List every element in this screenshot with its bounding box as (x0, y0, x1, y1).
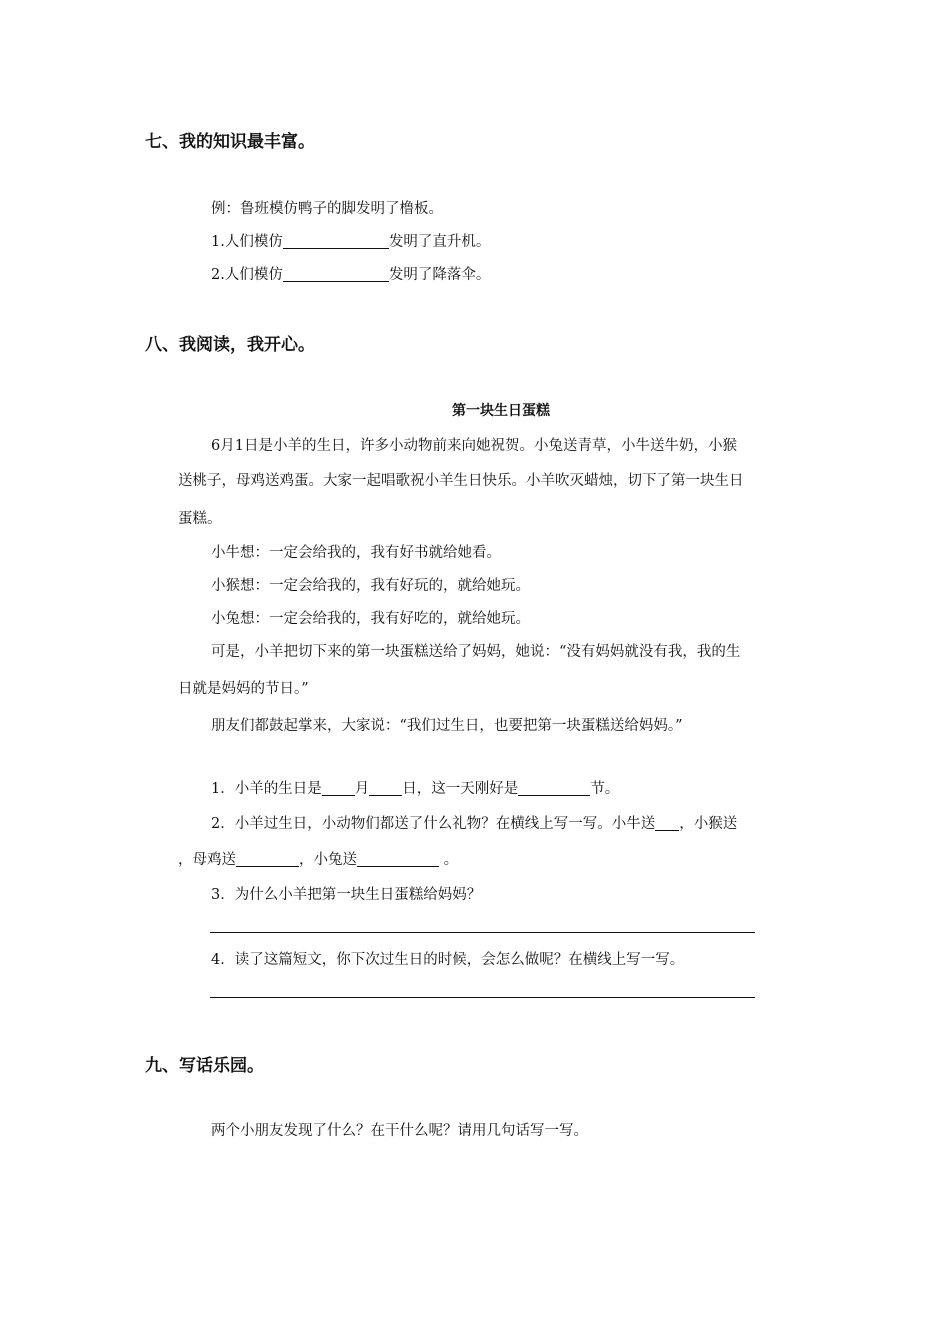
story-paragraph-1-line-3: 蛋糕。 (178, 511, 222, 527)
story-paragraph-3: 小猴想：一定会给我的，我有好玩的，就给她玩。 (211, 578, 530, 594)
question-8-2-text-c: ，母鸡送 (178, 852, 236, 868)
question-7-2-prefix: 2.人们模仿 (211, 267, 283, 283)
question-7-2-suffix: 发明了降落伞。 (388, 267, 491, 283)
story-paragraph-6: 朋友们都鼓起掌来，大家说：“我们过生日，也要把第一块蛋糕送给妈妈。” (211, 718, 683, 734)
question-8-1-text-d: 节。 (590, 781, 620, 797)
question-8-2-text-e: 。 (439, 852, 459, 868)
question-7-1-prefix: 1.人们模仿 (211, 234, 283, 250)
question-8-1-text-a: 1．小羊的生日是 (211, 781, 322, 797)
story-paragraph-4: 小兔想：一定会给我的，我有好吃的，就给她玩。 (211, 611, 530, 627)
question-8-2-line-1 (211, 812, 737, 833)
question-8-3: 3．为什么小羊把第一块生日蛋糕给妈妈？ (211, 887, 482, 903)
story-paragraph-1-line-2: 送桃子，母鸡送鸡蛋。大家一起唱歌祝小羊生日快乐。小羊吹灭蜡烛，切下了第一块生日 (178, 473, 744, 489)
answer-blank[interactable] (283, 267, 389, 283)
answer-blank-month[interactable] (322, 781, 355, 797)
writing-prompt: 两个小朋友发现了什么？在干什么呢？请用几句话写一写。 (211, 1123, 588, 1139)
question-8-1-text-b: 月 (354, 781, 370, 797)
section-9-heading: 九、写话乐园。 (145, 1056, 264, 1076)
answer-line-q4[interactable] (210, 997, 755, 998)
question-7-2 (211, 263, 490, 284)
question-8-2-text-d: ，小兔送 (299, 852, 357, 868)
question-8-2-text-b: ，小猴送 (679, 816, 738, 832)
answer-blank-day[interactable] (369, 781, 402, 797)
example-sentence: 例：鲁班模仿鸭子的脚发明了橹板。 (211, 201, 443, 217)
answer-blank-rabbit[interactable] (357, 852, 439, 868)
story-paragraph-2: 小牛想：一定会给我的，我有好书就给她看。 (211, 545, 501, 561)
answer-line-q3[interactable] (210, 932, 755, 933)
answer-blank-hen[interactable] (236, 852, 299, 868)
question-8-2-line-2 (178, 848, 458, 869)
story-paragraph-5-line-1: 可是，小羊把切下来的第一块蛋糕送给了妈妈，她说：“没有妈妈就没有我，我的生 (211, 644, 741, 660)
answer-blank[interactable] (283, 234, 389, 250)
section-7-heading: 七、我的知识最丰富。 (145, 132, 315, 152)
answer-blank-festival[interactable] (518, 781, 590, 797)
question-8-2-text-a: 2．小羊过生日，小动物们都送了什么礼物？在横线上写一写。小牛送 (211, 816, 656, 832)
story-paragraph-1-line-1: 6月1日是小羊的生日，许多小动物前来向她祝贺。小兔送青草，小牛送牛奶，小猴 (211, 438, 737, 454)
story-title: 第一块生日蛋糕 (452, 403, 550, 419)
answer-blank-cow[interactable] (655, 816, 679, 832)
question-8-1 (211, 777, 619, 798)
question-8-4: 4．读了这篇短文，你下次过生日的时候，会怎么做呢？在横线上写一写。 (211, 952, 685, 968)
question-7-1 (211, 230, 490, 251)
question-7-1-suffix: 发明了直升机。 (388, 234, 491, 250)
section-8-heading: 八、我阅读，我开心。 (145, 335, 315, 355)
question-8-1-text-c: 日，这一天刚好是 (402, 781, 519, 797)
story-paragraph-5-line-2: 日就是妈妈的节日。” (178, 681, 309, 697)
